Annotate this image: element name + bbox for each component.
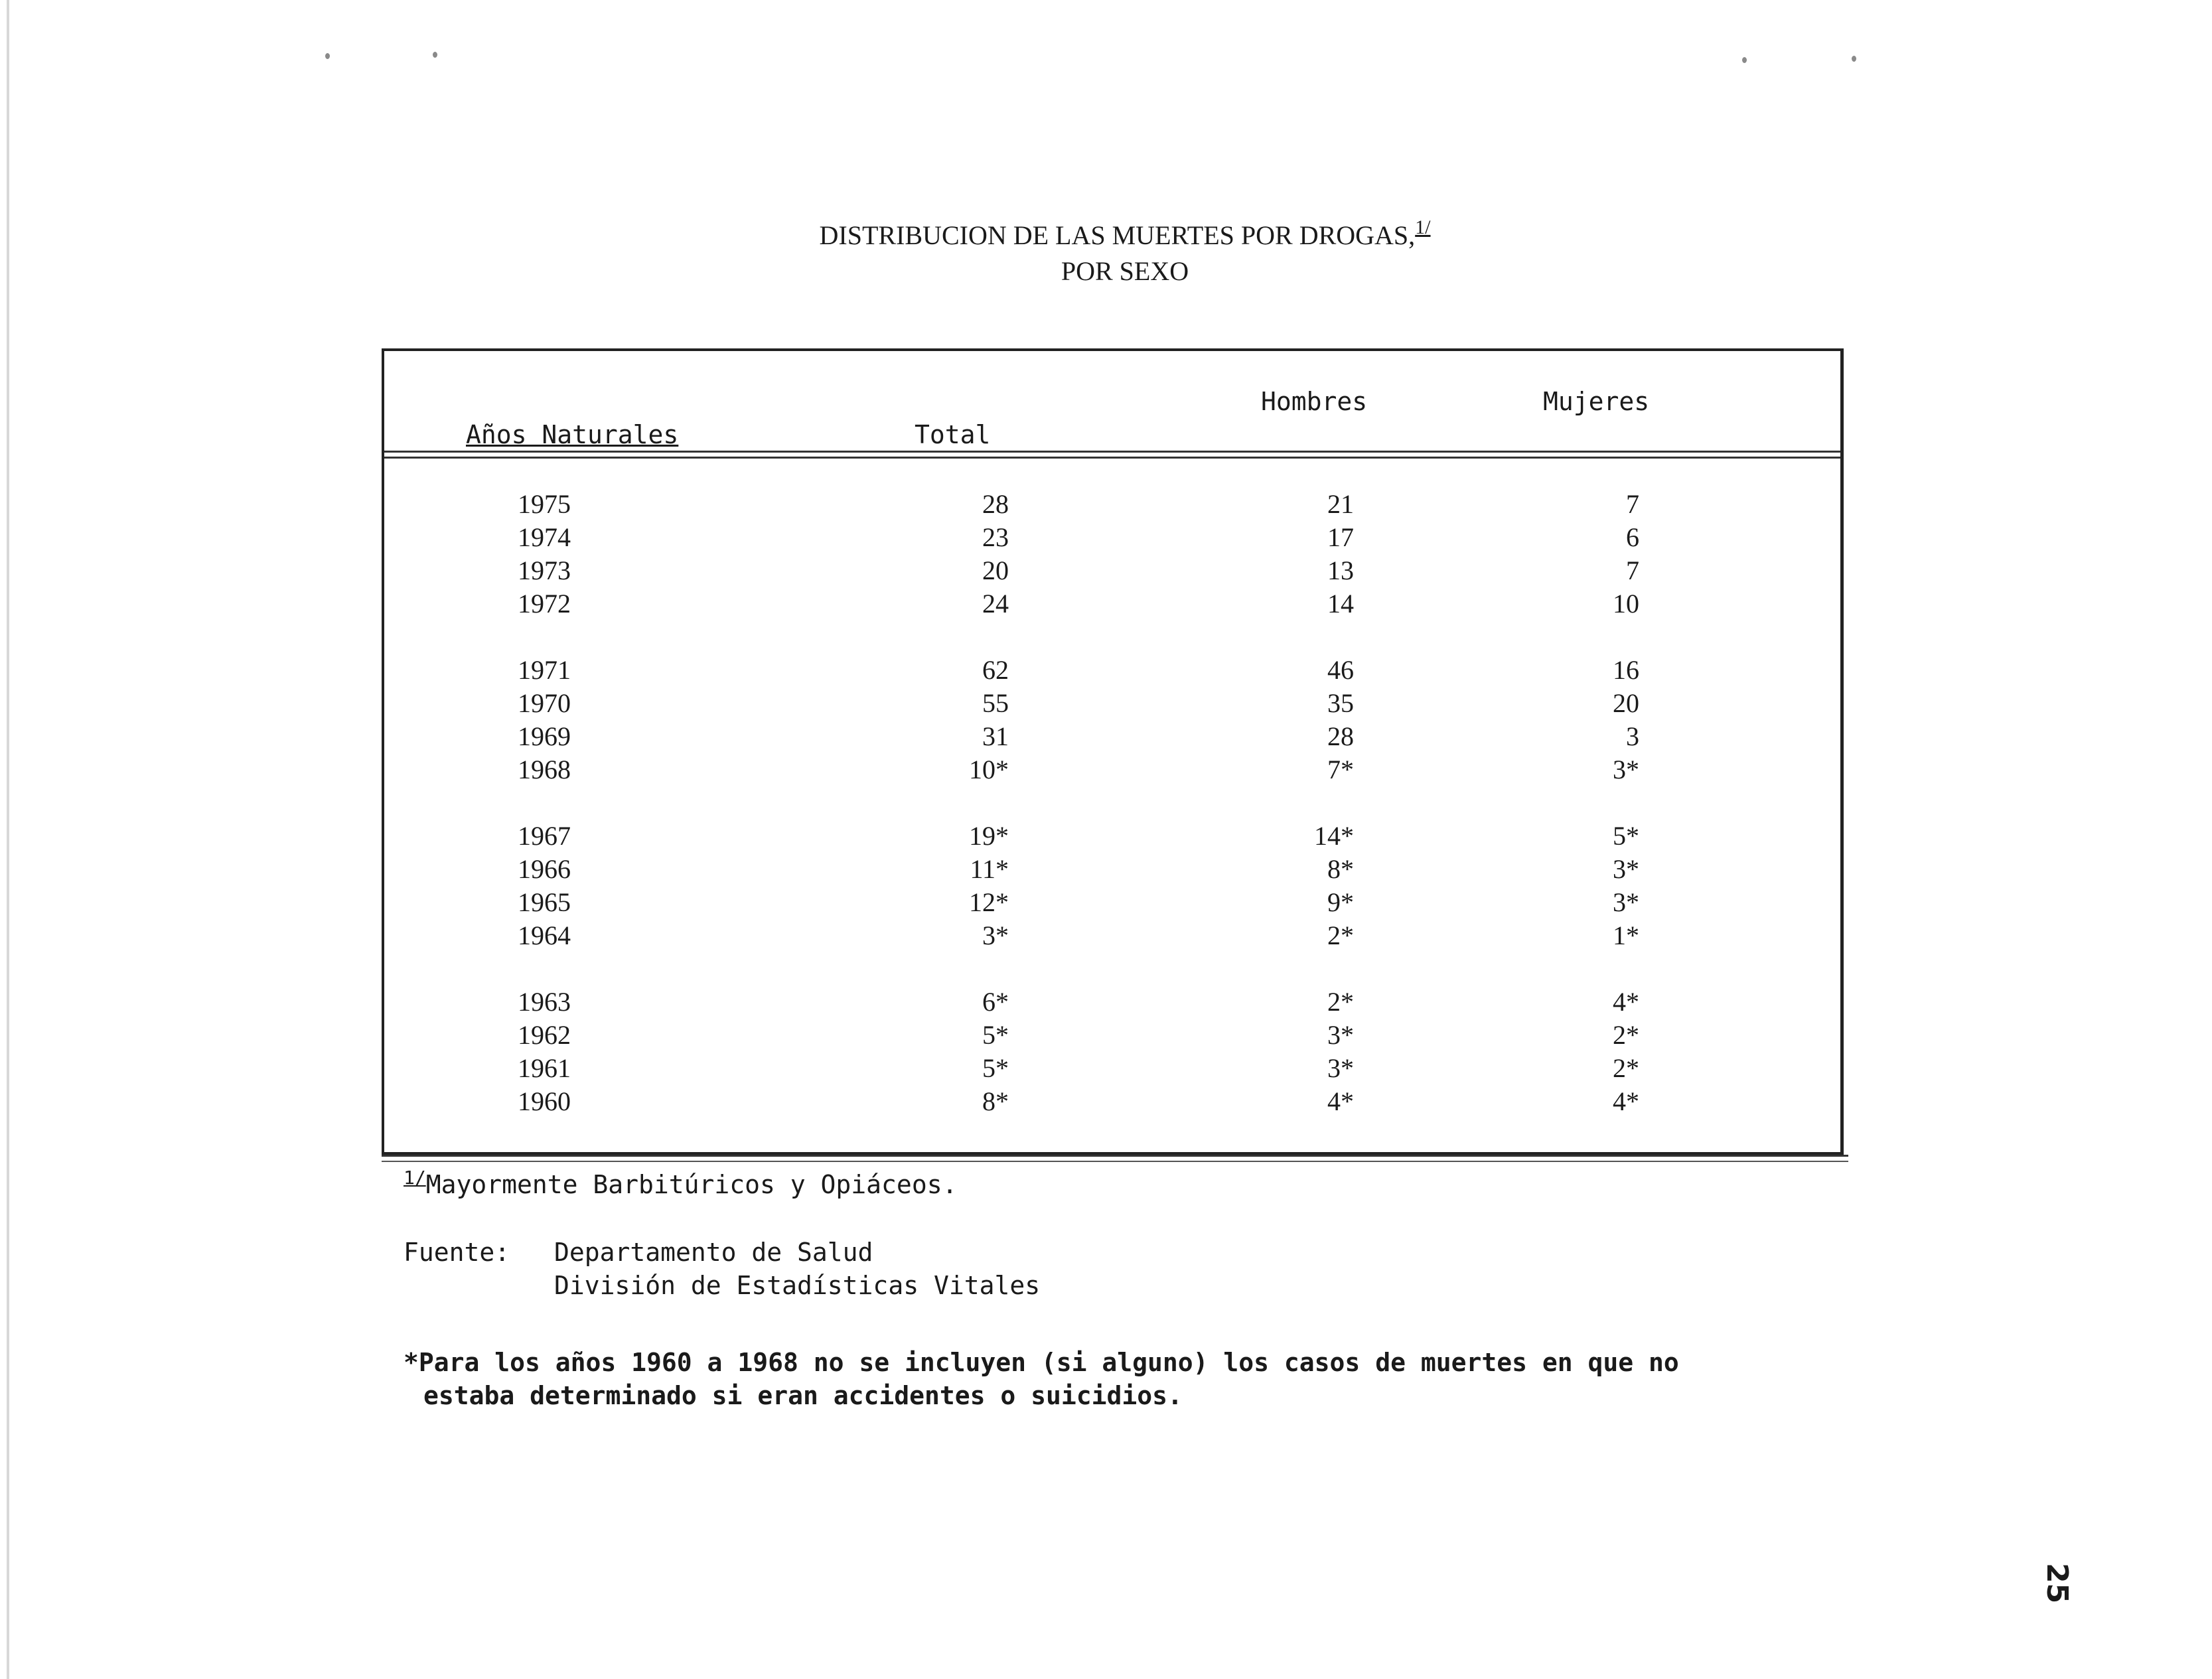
cell-year: 1969 xyxy=(518,721,571,751)
scan-speck xyxy=(325,53,330,59)
cell-men: 3* xyxy=(1327,1020,1354,1050)
asterisk-note-line-1: *Para los años 1960 a 1968 no se incluyen (si alguno) los casos de muertes en que no xyxy=(404,1348,1679,1377)
cell-year: 1965 xyxy=(518,887,571,917)
cell-men: 8* xyxy=(1327,854,1354,884)
cell-women: 3* xyxy=(1613,755,1639,784)
cell-women: 2* xyxy=(1613,1020,1639,1050)
table-bottom-rule xyxy=(382,1155,1848,1162)
cell-total: 24 xyxy=(982,589,1009,619)
cell-year: 1961 xyxy=(518,1053,571,1083)
header-year: Años Naturales xyxy=(466,420,679,449)
cell-total: 20 xyxy=(982,555,1009,585)
cell-women: 7 xyxy=(1626,489,1639,519)
cell-total: 23 xyxy=(982,522,1009,552)
cell-men: 3* xyxy=(1327,1053,1354,1083)
cell-men: 14 xyxy=(1327,589,1354,619)
footnote-text: Mayormente Barbitúricos y Opiáceos. xyxy=(425,1170,958,1199)
cell-year: 1970 xyxy=(518,688,571,718)
title-line-2: POR SEXO xyxy=(1061,256,1189,286)
cell-women: 3* xyxy=(1613,887,1639,917)
page-number: 25 xyxy=(2040,1563,2074,1604)
cell-total: 10* xyxy=(969,755,1009,784)
cell-year: 1963 xyxy=(518,987,571,1017)
cell-women: 20 xyxy=(1613,688,1639,718)
cell-total: 5* xyxy=(982,1020,1009,1050)
cell-total: 11* xyxy=(970,854,1009,884)
scan-speck xyxy=(433,52,437,58)
cell-men: 13 xyxy=(1327,555,1354,585)
cell-total: 5* xyxy=(982,1053,1009,1083)
header-women: Mujeres xyxy=(1543,387,1650,416)
cell-women: 4* xyxy=(1613,1086,1639,1116)
cell-men: 46 xyxy=(1327,655,1354,685)
cell-men: 9* xyxy=(1327,887,1354,917)
cell-men: 2* xyxy=(1327,987,1354,1017)
scan-speck xyxy=(1852,56,1856,62)
cell-men: 14* xyxy=(1314,821,1354,851)
cell-women: 7 xyxy=(1626,555,1639,585)
title-footnote-mark: 1/ xyxy=(1415,216,1431,238)
cell-women: 16 xyxy=(1613,655,1639,685)
cell-year: 1960 xyxy=(518,1086,571,1116)
cell-total: 31 xyxy=(982,721,1009,751)
source-line-1: Departamento de Salud xyxy=(554,1238,873,1267)
page-edge xyxy=(7,0,9,1679)
source-label: Fuente: xyxy=(404,1238,510,1267)
title-line-1: DISTRIBUCION DE LAS MUERTES POR DROGAS,$^{1/}$ xyxy=(819,216,1431,250)
cell-year: 1971 xyxy=(518,655,571,685)
cell-year: 1962 xyxy=(518,1020,571,1050)
scan-speck xyxy=(1742,57,1747,63)
header-rule xyxy=(384,451,1840,459)
source-line-2: División de Estadísticas Vitales xyxy=(554,1271,1041,1300)
cell-women: 1* xyxy=(1613,920,1639,950)
cell-men: 7* xyxy=(1327,755,1354,784)
cell-men: 17 xyxy=(1327,522,1354,552)
cell-total: 55 xyxy=(982,688,1009,718)
page-title xyxy=(783,216,1467,288)
asterisk-note-line-2: estaba determinado si eran accidentes o suicidios. xyxy=(423,1381,1183,1410)
cell-men: 35 xyxy=(1327,688,1354,718)
cell-total: 3* xyxy=(982,920,1009,950)
cell-total: 62 xyxy=(982,655,1009,685)
cell-women: 4* xyxy=(1613,987,1639,1017)
cell-men: 21 xyxy=(1327,489,1354,519)
cell-women: 5* xyxy=(1613,821,1639,851)
cell-total: 19* xyxy=(969,821,1009,851)
cell-year: 1974 xyxy=(518,522,571,552)
cell-women: 10 xyxy=(1613,589,1639,619)
footnote-mark: 1/ xyxy=(404,1167,426,1189)
cell-total: 12* xyxy=(969,887,1009,917)
cell-women: 6 xyxy=(1626,522,1639,552)
header-men: Hombres xyxy=(1261,387,1368,416)
cell-total: 8* xyxy=(982,1086,1009,1116)
cell-year: 1964 xyxy=(518,920,571,950)
header-total: Total xyxy=(915,420,991,449)
cell-year: 1966 xyxy=(518,854,571,884)
cell-total: 6* xyxy=(982,987,1009,1017)
cell-year: 1973 xyxy=(518,555,571,585)
cell-men: 2* xyxy=(1327,920,1354,950)
cell-year: 1972 xyxy=(518,589,571,619)
cell-men: 28 xyxy=(1327,721,1354,751)
cell-women: 3* xyxy=(1613,854,1639,884)
cell-women: 3 xyxy=(1626,721,1639,751)
cell-year: 1975 xyxy=(518,489,571,519)
cell-women: 2* xyxy=(1613,1053,1639,1083)
cell-total: 28 xyxy=(982,489,1009,519)
footnote xyxy=(404,1168,957,1204)
cell-year: 1967 xyxy=(518,821,571,851)
cell-year: 1968 xyxy=(518,755,571,784)
cell-men: 4* xyxy=(1327,1086,1354,1116)
